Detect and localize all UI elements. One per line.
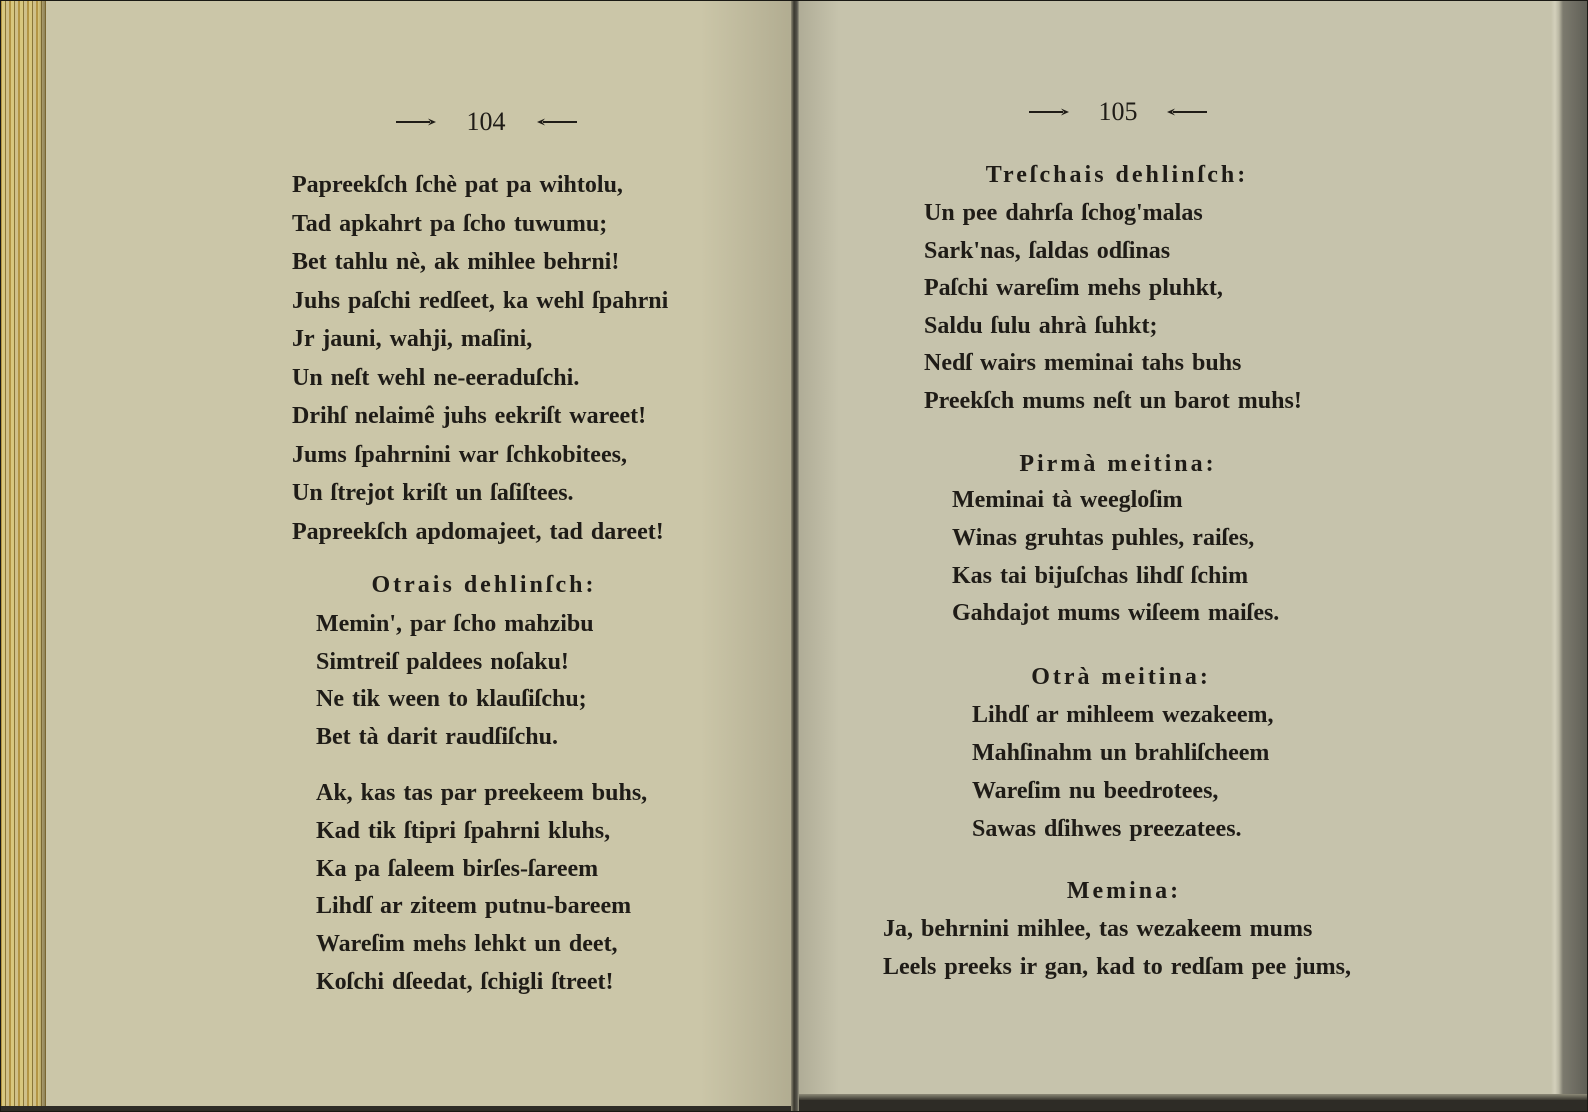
ornament-arrow-left-icon (535, 117, 577, 127)
stanza (316, 606, 594, 756)
speaker-heading: Otrais dehlinſch: (371, 572, 597, 598)
right-page (799, 0, 1588, 1100)
verse-line: Bet tahlu nè, ak mihlee behrni! (292, 249, 620, 275)
speaker-heading: Pirmà meitina: (1019, 451, 1217, 477)
verse-line: Saldu ſulu ahrà ſuhkt; (924, 312, 1158, 339)
verse-line: Ne tik ween to klauſiſchu; (316, 686, 587, 712)
stanza (316, 775, 647, 1002)
verse-line: Bet tà darit raudſiſchu. (316, 723, 559, 750)
verse-line: Winas gruhtas puhles, raiſes, (952, 524, 1255, 551)
stanza (292, 166, 668, 551)
verse-line: Kas tai bijuſchas lihdſ ſchim (952, 562, 1249, 589)
verse-line: Wareſim mehs lehkt un deet, (316, 931, 618, 958)
verse-line: Jums ſpahrnini war ſchkobitees, (292, 441, 627, 468)
verse-line: Sark'nas, ſaldas odſinas (924, 237, 1171, 264)
verse-line: Meminai tà weegloſim (952, 487, 1183, 513)
speaker-heading: Otrà meitina: (1031, 664, 1211, 690)
ornament-arrow-left-icon (1165, 107, 1207, 117)
verse-line: Ka pa ſaleem birſes-ſareem (316, 855, 599, 882)
verse-line: Wareſim nu beedrotees, (972, 778, 1219, 804)
verse-line: Sawas dſihwes preezatees. (972, 816, 1242, 842)
ornament-arrow-right-icon (1029, 107, 1071, 117)
verse-line: Kad tik ſtipri ſpahrni kluhs, (316, 817, 611, 844)
stanza (924, 195, 1302, 420)
verse-line: Tad apkahrt pa ſcho tuwumu; (292, 210, 608, 237)
verse-line: Ja, behrnini mihlee, tas wezakeem mums (883, 916, 1313, 942)
verse-line: Jr jauni, wahji, maſini, (292, 326, 533, 352)
verse-line: Un neſt wehl ne-eeraduſchi. (292, 364, 580, 391)
verse-line: Juhs paſchi redſeet, ka wehl ſpahrni (292, 287, 669, 314)
page-number: 105 (1098, 97, 1138, 126)
verse-line: Nedſ wairs meminai tahs buhs (924, 350, 1242, 376)
verse-line: Drihſ nelaimê juhs eekriſt wareet! (292, 403, 647, 429)
verse-line: Ak, kas tas par preekeem buhs, (316, 780, 648, 806)
verse-line: Mahſinahm un brahliſcheem (972, 740, 1270, 766)
speaker-heading: Treſchais dehlinſch: (985, 162, 1249, 188)
verse-line: Leels preeks ir gan, kad to redſam pee jums, (883, 954, 1352, 980)
bottom-page-edge (799, 1094, 1588, 1100)
verse-line: Koſchi dſeedat, ſchigli ſtreet! (316, 968, 614, 995)
speaker-heading: Memina: (1066, 878, 1182, 904)
left-page (0, 0, 792, 1106)
verse-line: Gahdajot mums wiſeem maiſes. (952, 600, 1280, 627)
left-fore-edge (0, 0, 46, 1106)
book-gutter (791, 0, 799, 1112)
page-number: 104 (466, 107, 506, 136)
verse-line: Lihdſ ar ziteem putnu-bareem (316, 893, 632, 920)
stanza (972, 696, 1274, 848)
verse-line: Lihdſ ar mihleem wezakeem, (972, 702, 1274, 728)
verse-line: Papreekſch ſchè pat pa wihtolu, (292, 172, 623, 198)
verse-line: Paſchi wareſim mehs pluhkt, (924, 275, 1223, 301)
stanza (952, 482, 1279, 633)
verse-line: Papreekſch apdomajeet, tad dareet! (292, 518, 664, 545)
verse-line: Preekſch mums neſt un barot muhs! (924, 387, 1302, 414)
stanza (883, 910, 1351, 986)
right-fore-edge (1551, 0, 1588, 1100)
verse-line: Un pee dahrſa ſchog'malas (924, 200, 1203, 226)
ornament-arrow-right-icon (396, 117, 438, 127)
verse-line: Memin', par ſcho mahzibu (316, 611, 594, 637)
verse-line: Un ſtrejot kriſt un ſaſiſtees. (292, 480, 574, 506)
verse-line: Simtreiſ paldees noſaku! (316, 648, 569, 675)
